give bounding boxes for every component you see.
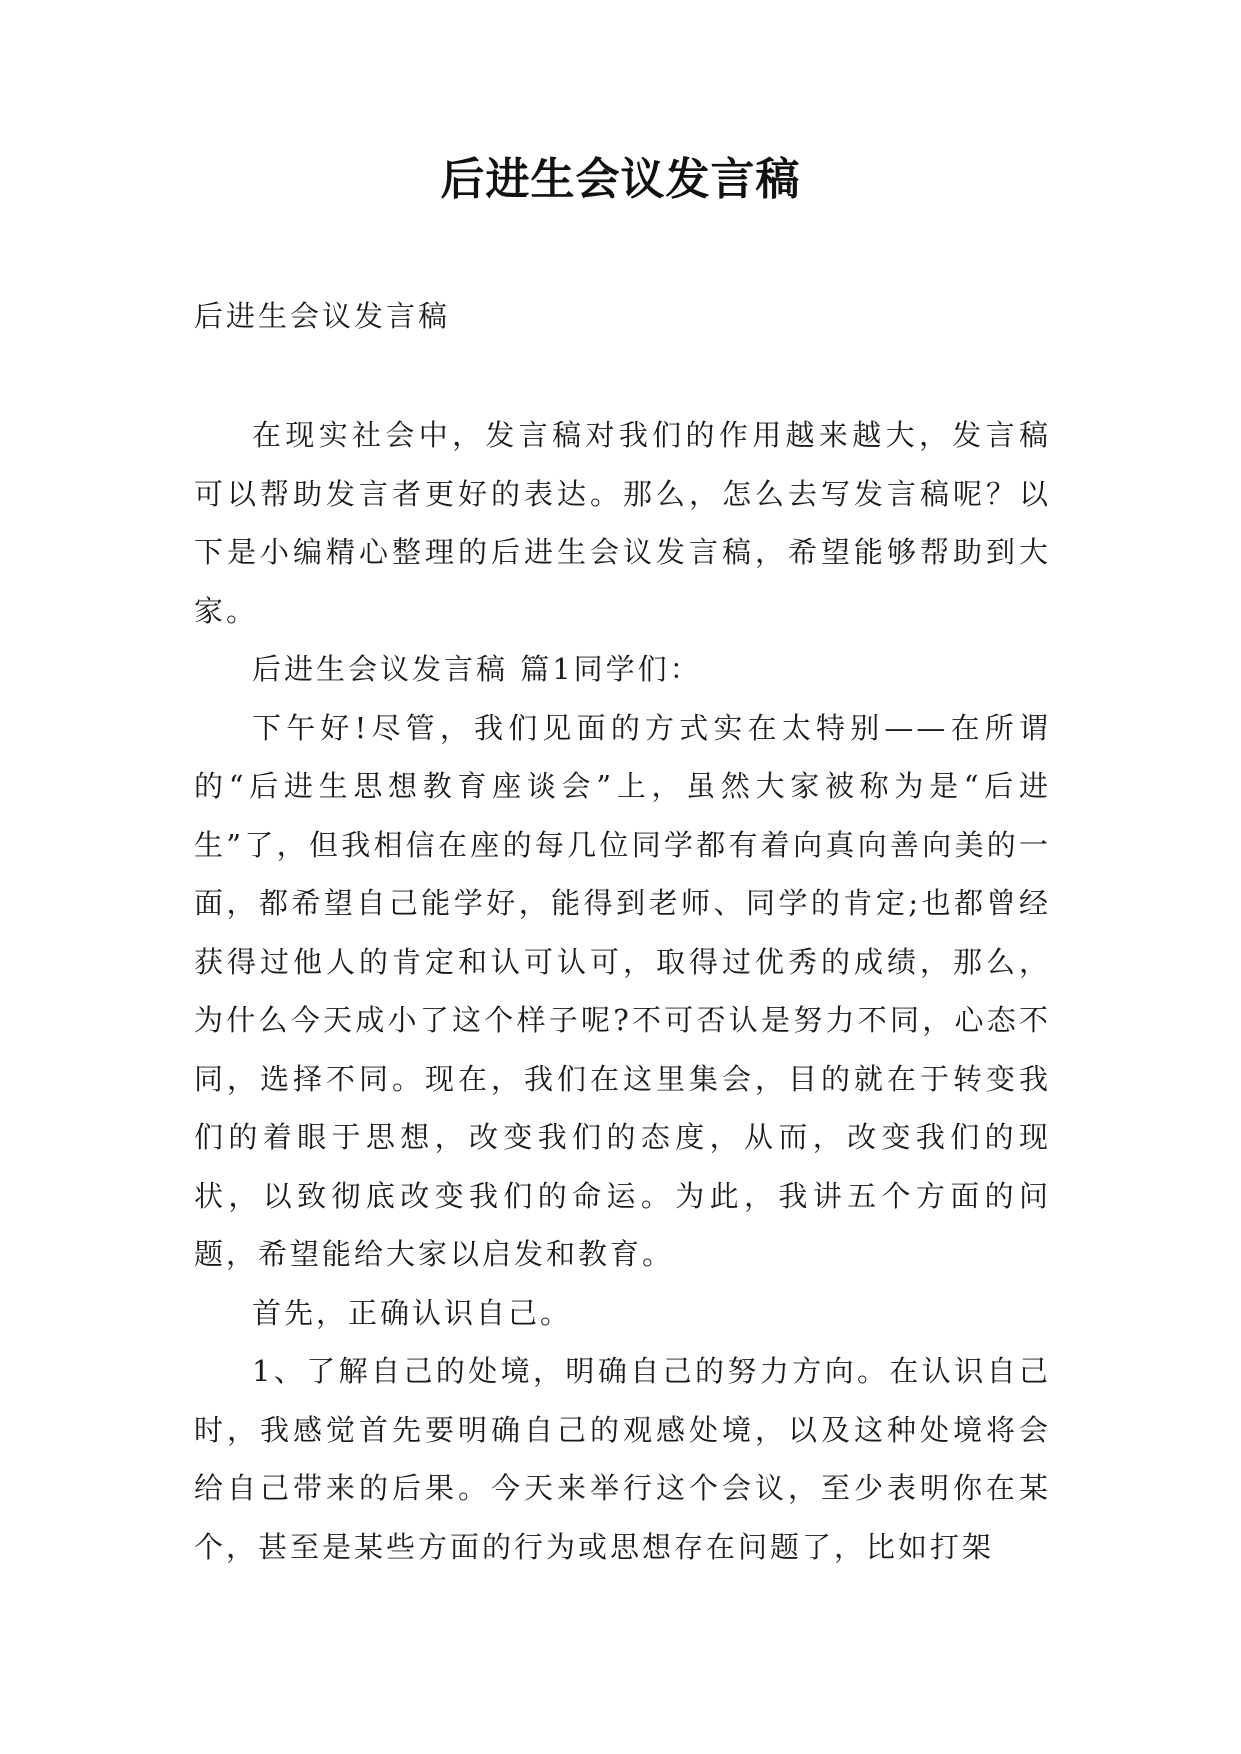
paragraph-section-heading: 后进生会议发言稿 篇1同学们： xyxy=(252,652,702,686)
paragraph-first-point: 首先，正确认识自己。 xyxy=(252,1295,573,1330)
paragraph-greeting: 下午好!尽管，我们见面的方式实在太特别——在所谓的“后进生思想教育座谈会”上，虽然大家被称为是“后进生”了，但我相信在座的每几位同学都有着向真向善向美的一面，都希望自己能学好，能得到老师、同学的肯定;也都曾经获得过他人的肯定和认可认可，取得过优秀的成绩，那么，为什么今天成小了这个样子呢?不可否认是努力不同，心态不同，选择不同。现在，我们在这里集会，目的就在于转变我们的着眼于思想，改变我们的态度，从而，改变我们的现状，以致彻底改变我们的命运。为此，我讲五个方面的问题，希望能给大家以启发和教育。 xyxy=(194,710,1051,1271)
document-subtitle: 后进生会议发言稿 xyxy=(194,299,451,333)
paragraph-point-1: 1、了解自己的处境，明确自己的努力方向。在认识自己时，我感觉首先要明确自己的观感处境，以及这种处境将会给自己带来的后果。今天来举行这个会议，至少表明你在某个，甚至是某些方面的行为或思想存在问题了，比如打架 xyxy=(194,1354,1051,1564)
document-body xyxy=(194,406,1051,1576)
document-title: 后进生会议发言稿 xyxy=(440,154,801,205)
paragraph-intro: 在现实社会中，发言稿对我们的作用越来越大，发言稿可以帮助发言者更好的表达。那么，怎么去写发言稿呢？以下是小编精心整理的后进生会议发言稿，希望能够帮助到大家。 xyxy=(194,418,1051,628)
